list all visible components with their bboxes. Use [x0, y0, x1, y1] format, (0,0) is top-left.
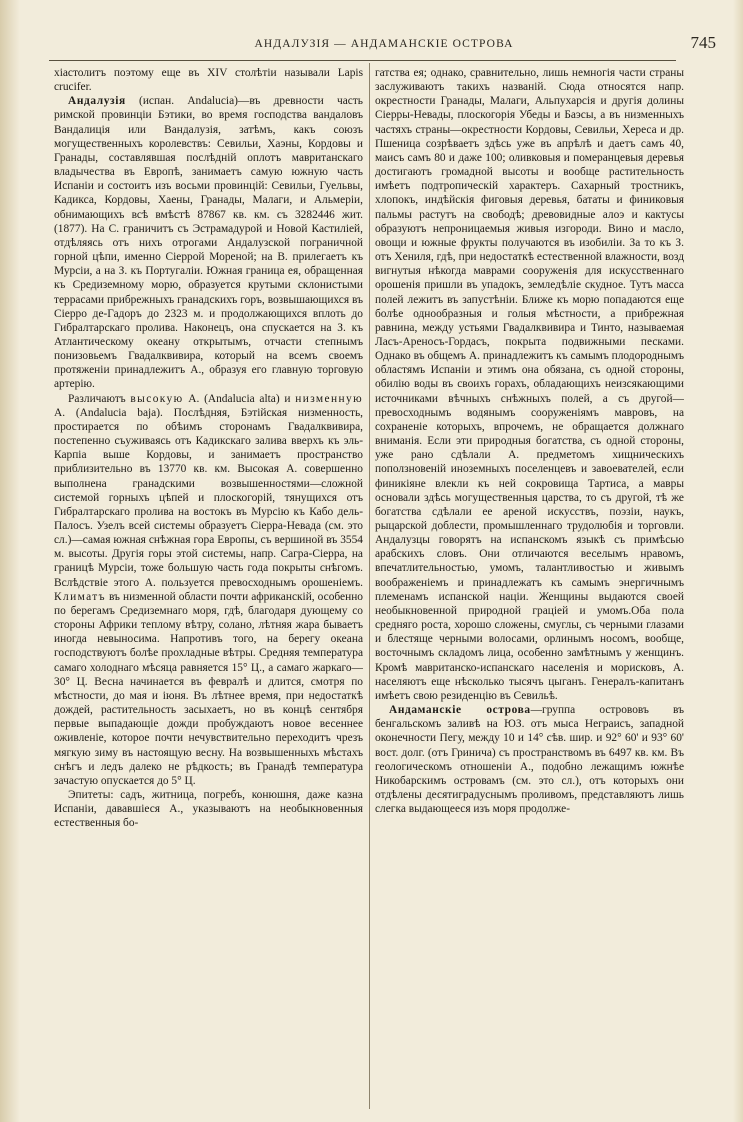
text-run: А. (Andalucia alta) и	[183, 392, 296, 405]
spaced-term-climate: Климатъ	[54, 590, 106, 603]
left-column	[54, 66, 363, 1106]
column-divider	[369, 63, 370, 1109]
continued-paragraph: гатства ея; однако, сравнительно, лишь немногiя части страны заслуживаютъ такихъ названiй. Сюда относятся напр. окрестности Гранады, Малаги, Альпухарсiя и другiя долины Сiерры-Невады, плоскогорiя Убеды и Баэсы, а въ низменныхъ частяхъ страны—окрестности Кордовы, Севильи, Хереса и др. Пшеница созрѣваетъ здѣсь уже въ апрѣлѣ и даетъ самъ 40, маисъ самъ 80 и даже 100; оливковыя и померанцевыя деревья достигаютъ громадной высоты и вообще растительность имѣетъ подтропическiй характеръ. Сахарный тростникъ, хлопокъ, индѣйскiя фиговыя деревья, бататы и финиковыя пальмы растутъ на свободѣ; древовидные алоэ и кактусы образуютъ непроницаемыя живыя изгороди. Вино и масло, овощи и южные фрукты получаются въ изобилiи. За то къ З. отъ Хениля, гдѣ, при недостаткѣ естественной влажности, возд вигнутыя нѣкогда маврами сооруженiя для искусственнаго орошенiя пришли въ упадокъ, земледѣлiе скудное. Тутъ масса полей лежитъ въ запустѣнiи. Ближе къ морю попадаются еще болѣе однообразныя и голыя мѣстности, а прибрежная равнина, между устьями Гвадалквивира и Тинто, называемая Ласъ-Ареносъ-Гордасъ, покрыта подвижными песками. Однако въ общемъ А. принадлежитъ къ самымъ плодороднымъ областямъ Испанiи и этимъ она обязана, съ одной стороны, обилiю воды въ своихъ горахъ, обладающихъ неизсякающими источниками вѣчныхъ снѣжныхъ полей, а съ другой—превосходнымъ водянымъ сооруженiямъ мавровъ, на сохраненiе которыхъ, впрочемъ, не обращается должнаго вниманiя. Если эти природныя богатства, съ одной стороны, уже рано сдѣлали А. предметомъ хищническихъ поползновенiй иноземныхъ поселенцевъ и завоевателей, если финикiяне влекли къ ней сокровища Тартиса, а мавры основали здѣсь могущественныя царства, то съ другой, тѣ же богатства сдѣлали ее ареной искусствъ, поэзiи, наукъ, рыцарской доблести, промышленнаго трудолюбiя и торговли. Андалузцы говорятъ на испанскомъ языкѣ съ примѣсью арабскихъ словъ. Они отличаются веселымъ нравомъ, впечатлительностью, умомъ, талантливостью и живымъ воображенiемъ и принадлежатъ къ самымъ энергичнымъ племенамъ испанской нацiи. Женщины выдаются своей необыкновенной природной грацiей и умомъ.Оба пола средняго роста, хорошо сложены, смуглы, съ черными глазами и блестяще черными волосами, орлинымъ носомъ, вообще, восточнымъ складомъ лица, особенно замѣтнымъ у женщинъ. Кромѣ мавританско-испанскаго населенiя и морисковъ, А. населяютъ еще нѣсколько тысячъ цыганъ. Генералъ-капитанъ имѣетъ свою резиденцiю въ Севильѣ.	[375, 67, 684, 702]
continued-paragraph: хiастолитъ поэтому еще въ XIV столѣтiи называли Lapis crucifer.	[54, 67, 363, 94]
right-column	[375, 66, 684, 1106]
spaced-term-low: низменную	[295, 392, 363, 405]
spaced-term-high: высокую	[130, 392, 184, 405]
text-run: Различаютъ	[68, 392, 131, 405]
andalusia-headword: Андалузiя	[68, 95, 126, 108]
epithets-paragraph: Эпитеты: садъ, житница, погребъ, конюшня, даже казна Испанiи, дававшiеся А., указываютъ на необыкновенныя естественныя бо-	[54, 788, 363, 830]
page-header	[44, 34, 724, 58]
andalusia-entry	[54, 94, 363, 391]
andaman-text: —группа острововъ въ бенгальскомъ заливѣ на ЮЗ. отъ мыса Неграисъ, западной оконечности Пегу, между 10 и 14° сѣв. шир. и 92° 60' и 93° 60' вост. долг. (отъ Гриничa) съ пространствомъ въ 6497 кв. км. Въ геологическомъ отношенiи А., подобно лежащимъ южнѣе Никобарскимъ островамъ (см. это сл.), отъ которыхъ они отдѣлены десятиградуснымъ проливомъ, представляютъ лишь слегка выдающееся изъ моря продолже-	[375, 704, 684, 816]
andaman-headword: Андаманскiе острова	[389, 704, 531, 717]
text-run: въ низменной области почти африканскiй, особенно по берегамъ Средиземнаго моря, гдѣ, благодаря дующему со стороны Африки теплому вѣтру, солано, лѣтняя жара бываетъ иногда невыносима. Напротивъ того, на берегу океана господствуютъ болѣе прохладные вѣтры. Средняя температура самаго холоднаго мѣсяца равняется 15° Ц., а самаго жаркаго—30° Ц. Весна начинается въ февралѣ и длится, смотря по мѣстности, до мая и iюня. Въ лѣтнее время, при недостаткѣ дождей, растительность засыхаетъ, но въ концѣ сентября первые выпадающiе дожди пробуждаютъ новое весеннее оживленiе, которое почти нечувствительно переходитъ чрезъ мягкую зиму въ настоящую весну. На возвышенныхъ мѣстахъ снѣгъ и ледъ далеко не рѣдкость; въ Гранадѣ температура зачастую опускается до 5° Ц.	[54, 590, 363, 787]
running-head: АНДАЛУЗIЯ — АНДАМАНСКIЕ ОСТРОВА	[254, 38, 514, 50]
andalusia-regions-paragraph	[54, 392, 363, 788]
text-run: А. (Andalucia baja). Послѣдняя, Бэтiйская низменность, простирается по обѣимъ сторонамъ Гвадалквивира, постепенно съуживаясь отъ Кадикскаго залива вверхъ къ эль-Карпiа выше Кордовы, и занимаетъ пространство приблизительно въ 13770 кв. км. Высокая А. совершенно выполнена гранадскими возвышенностями—сложной системой горныхъ цѣпей и плоскогорiй, тянущихся отъ Гибралтарскаго пролива на востокъ въ Мурсiю къ Кабо дель-Палосъ. Узелъ всей системы образуетъ Сiерра-Невада (см. это сл.)—самая южная снѣжная гора Европы, съ вершиной въ 3554 м. высоты. Другiя горы этой системы, напр. Сагра-Сiерра, на границѣ Мурсiи, тоже большую часть года покрыты снѣгомъ. Вслѣдствiе этого А. пользуется превосходнымъ орошенiемъ.	[54, 406, 363, 589]
page-number: 745	[690, 33, 716, 52]
header-rule	[49, 60, 676, 61]
andalusia-intro-text: (испан. Andalucia)—въ древности часть римской провинцiи Бэтики, во время господства вандаловъ Вандалицiя или Вандалузiя, затѣмъ, какъ союзъ могущественныхъ королевствъ: Севильи, Хаэны, Кордовы и Гранады, составлявшая послѣднiй оплотъ мавританскаго владычества въ Европѣ, занимаетъ самую южную часть Испанiи и состоитъ изъ восьми провинцiй: Севильи, Гуельвы, Кадикса, Кордовы, Хаены, Гранады, Малаги, и Альмерiи, обнимающихъ всѣ вмѣстѣ 87867 кв. км. съ 3282446 жит. (1877). На С. граничитъ съ Эстрамадурой и Новой Кастилiей, отдѣляясь отъ нихъ отрогами Андалузской пограничной горной цѣпи, именно Сіеррой Мореной; на В. прилегаетъ къ Мурсiи, а на З. къ Португалiи. Южная граница ея, обращенная къ Средиземному морю, образуется крутыми склонистыми террасами прибрежныхъ гранадскихъ горъ, возвышающихся въ Сіерро де-Гадоръ до 2323 м. и продолжающихся вплоть до Гибралтарскаго пролива. Наконецъ, она спускается на З. къ Атлантическому океану открытымъ, отчасти степнымъ понизовьемъ Гвадалквивира, который на всемъ своемъ протяженiи принадлежитъ А., образуя его главную торговую артерiю.	[54, 95, 363, 391]
andaman-entry	[375, 703, 684, 816]
